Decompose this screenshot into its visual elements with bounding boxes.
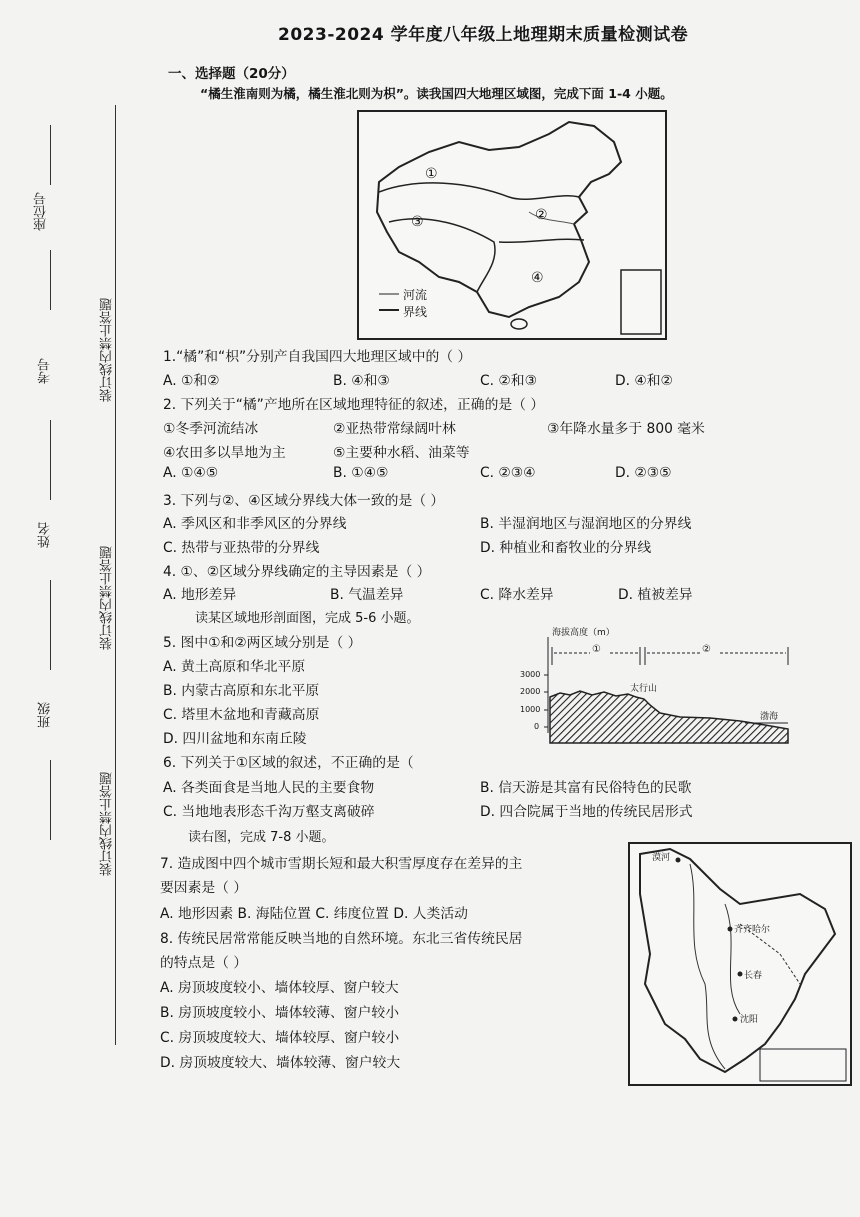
- note-q5-6: 读某区域地形剖面图，完成 5-6 小题。: [195, 611, 420, 626]
- q5-option-d[interactable]: D. 四川盆地和东南丘陵: [163, 731, 307, 747]
- city-shenyang: 沈阳: [740, 1015, 759, 1025]
- q2-option-c[interactable]: C. ②③④: [480, 465, 536, 481]
- q8-option-c[interactable]: C. 房顶坡度较大、墙体较厚、窗户较小: [160, 1030, 400, 1046]
- q5-option-b[interactable]: B. 内蒙古高原和东北平原: [163, 683, 320, 699]
- binding-note-3: 装订线内禁止答题: [100, 772, 115, 876]
- q2-item-1: ①冬季河流结冰: [163, 421, 259, 437]
- seat-label: 座位号: [34, 192, 49, 231]
- fill-line-seat-2: [50, 250, 51, 310]
- q7-options[interactable]: A. 地形因素 B. 海陆位置 C. 纬度位置 D. 人类活动: [160, 906, 468, 922]
- q8-option-d[interactable]: D. 房顶坡度较大、墙体较薄、窗户较大: [160, 1055, 401, 1071]
- q4-option-a[interactable]: A. 地形差异: [163, 587, 237, 603]
- q3-option-b[interactable]: B. 半湿润地区与湿润地区的分界线: [480, 516, 692, 532]
- q4-option-d[interactable]: D. 植被差异: [618, 587, 693, 603]
- q2-item-5: ⑤主要种水稻、油菜等: [333, 445, 470, 461]
- binding-note-1: 装订线内禁止答题: [100, 298, 115, 402]
- region-2-label: ②: [535, 207, 548, 223]
- q5-stem: 5. 图中①和②两区域分别是（ ）: [163, 635, 362, 651]
- china-regions-map: [357, 110, 667, 340]
- q5-option-c[interactable]: C. 塔里木盆地和青藏高原: [163, 707, 320, 723]
- city-qiqihar: 齐齐哈尔: [734, 925, 771, 935]
- profile-tick-2000: 2000: [520, 687, 541, 696]
- q6-option-b[interactable]: B. 信天游是其富有民俗特色的民歌: [480, 780, 692, 796]
- exam-no-label: 考号: [38, 358, 53, 384]
- profile-region-1: ①: [592, 644, 601, 655]
- q7-stem-line2: 要因素是（ ）: [160, 880, 248, 896]
- region-3-label: ③: [411, 214, 424, 230]
- northeast-map: [628, 842, 852, 1086]
- profile-tick-0: 0: [534, 722, 540, 731]
- fill-line-name: [50, 580, 51, 670]
- page-title: 2023-2024 学年度八年级上地理期末质量检测试卷: [278, 25, 689, 45]
- intro-text: “橘生淮南则为橘，橘生淮北则为枳”。读我国四大地理区域图，完成下面 1-4 小题。: [200, 86, 673, 101]
- section-label: 一、选择题（20分）: [168, 66, 295, 82]
- q3-option-d[interactable]: D. 种植业和畜牧业的分界线: [480, 540, 652, 556]
- fill-line-seat: [50, 125, 51, 185]
- q6-stem: 6. 下列关于①区域的叙述，不正确的是（: [163, 755, 414, 771]
- q1-option-b[interactable]: B. ④和③: [333, 373, 390, 389]
- q7-stem-line1: 7. 造成图中四个城市雪期长短和最大积雪厚度存在差异的主: [160, 856, 523, 872]
- q2-item-2: ②亚热带常绿阔叶林: [333, 421, 456, 437]
- profile-ylabel: 海拔高度（m）: [552, 628, 615, 638]
- q2-item-3: ③年降水量多于 800 毫米: [547, 421, 705, 437]
- q8-stem-line1: 8. 传统民居常常能反映当地的自然环境。东北三省传统民居: [160, 931, 523, 947]
- q4-option-b[interactable]: B. 气温差异: [330, 587, 404, 603]
- q3-stem: 3. 下列与②、④区域分界线大体一致的是（ ）: [163, 493, 445, 509]
- legend-river: 河流: [403, 288, 428, 302]
- q2-option-d[interactable]: D. ②③⑤: [615, 465, 672, 481]
- q2-item-4: ④农田多以旱地为主: [163, 445, 286, 461]
- q1-option-a[interactable]: A. ①和②: [163, 373, 220, 389]
- note-q7-8: 读右图，完成 7-8 小题。: [188, 830, 335, 845]
- northeast-map-drawing: [630, 844, 850, 1084]
- q1-stem: 1.“橘”和“枳”分别产自我国四大地理区域中的（ ）: [163, 349, 472, 365]
- name-label: 姓名: [38, 522, 53, 548]
- q3-option-c[interactable]: C. 热带与亚热带的分界线: [163, 540, 320, 556]
- q6-option-c[interactable]: C. 当地地表形态千沟万壑支离破碎: [163, 804, 375, 820]
- class-label: 班级: [38, 702, 53, 728]
- q2-stem: 2. 下列关于“橘”产地所在区域地理特征的叙述，正确的是（ ）: [163, 397, 545, 413]
- region-1-label: ①: [425, 166, 438, 182]
- q1-option-c[interactable]: C. ②和③: [480, 373, 537, 389]
- profile-tick-3000: 3000: [520, 670, 541, 679]
- q3-option-a[interactable]: A. 季风区和非季风区的分界线: [163, 516, 347, 532]
- binding-note-2: 装订线内禁止答题: [100, 546, 115, 650]
- profile-mountain-label: 太行山: [630, 684, 658, 694]
- profile-sea-label: 渤海: [760, 712, 779, 722]
- profile-tick-1000: 1000: [520, 705, 541, 714]
- city-changchun: 长春: [744, 971, 763, 981]
- fill-line-exam: [50, 420, 51, 500]
- q2-option-b[interactable]: B. ①④⑤: [333, 465, 389, 481]
- terrain-profile-figure: [520, 625, 790, 755]
- fill-line-class: [50, 760, 51, 840]
- q5-option-a[interactable]: A. 黄土高原和华北平原: [163, 659, 306, 675]
- q8-stem-line2: 的特点是（ ）: [160, 955, 248, 971]
- q6-option-a[interactable]: A. 各类面食是当地人民的主要食物: [163, 780, 375, 796]
- q1-option-d[interactable]: D. ④和②: [615, 373, 673, 389]
- q2-option-a[interactable]: A. ①④⑤: [163, 465, 219, 481]
- q8-option-a[interactable]: A. 房顶坡度较小、墙体较厚、窗户较大: [160, 980, 399, 996]
- city-mohe: 漠河: [652, 853, 671, 863]
- q6-option-d[interactable]: D. 四合院属于当地的传统民居形式: [480, 804, 693, 820]
- q8-option-b[interactable]: B. 房顶坡度较小、墙体较薄、窗户较小: [160, 1005, 399, 1021]
- legend-boundary: 界线: [403, 305, 428, 319]
- profile-region-2: ②: [702, 644, 711, 655]
- region-4-label: ④: [531, 270, 544, 286]
- q4-option-c[interactable]: C. 降水差异: [480, 587, 554, 603]
- q4-stem: 4. ①、②区域分界线确定的主导因素是（ ）: [163, 564, 431, 580]
